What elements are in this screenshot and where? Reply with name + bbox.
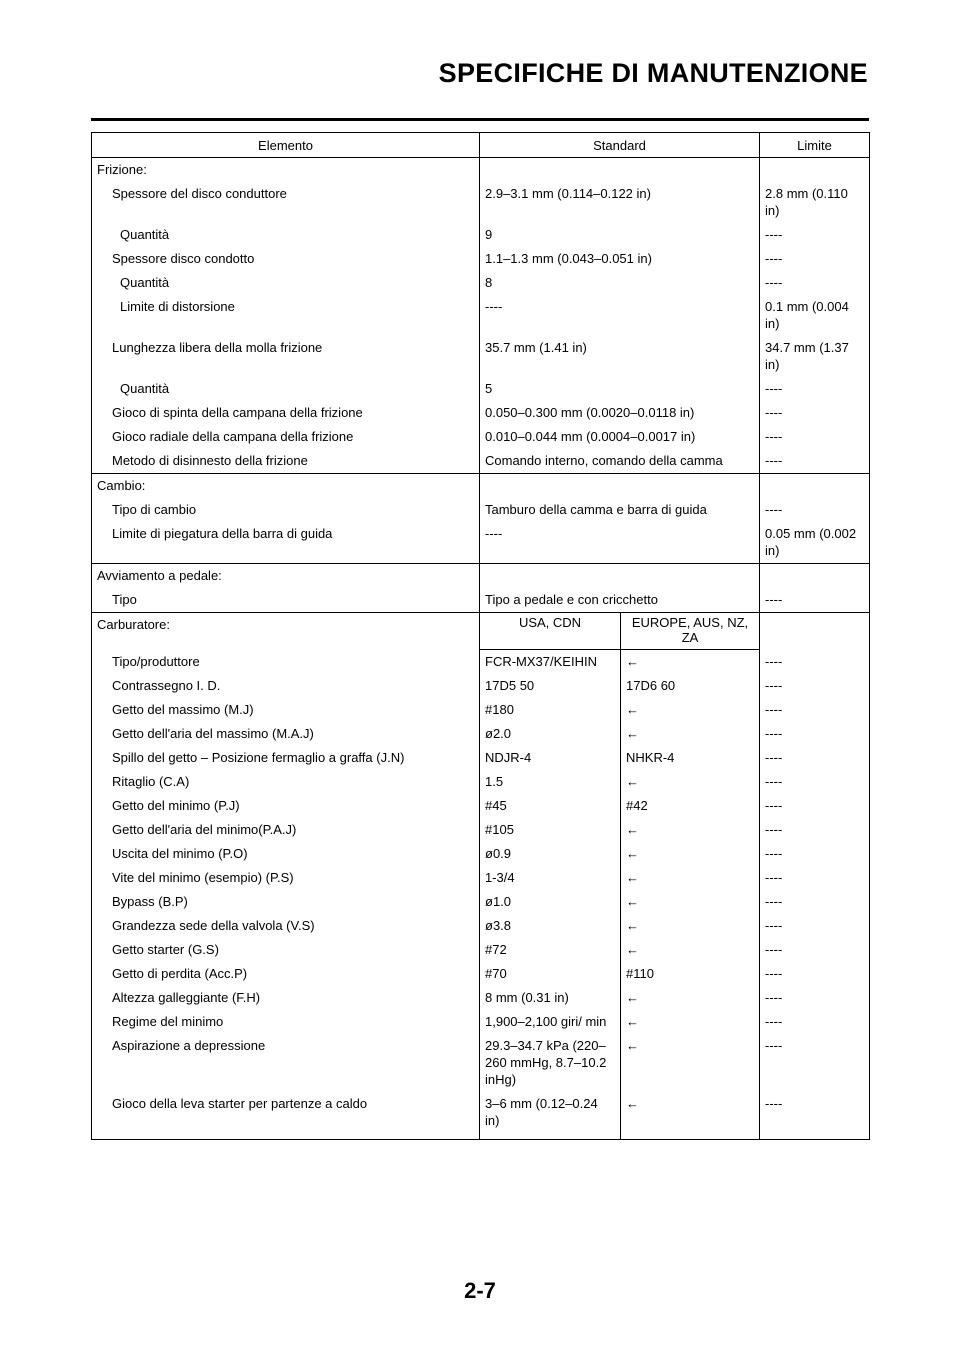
table-row bbox=[92, 271, 870, 295]
row-standard-europe: ← bbox=[621, 722, 760, 746]
row-standard: 2.9–3.1 mm (0.114–0.122 in) bbox=[480, 182, 760, 223]
clutch-heading: Frizione: bbox=[92, 158, 480, 183]
row-limit: 34.7 mm (1.37 in) bbox=[760, 336, 870, 377]
table-row bbox=[92, 962, 870, 986]
row-limit: ---- bbox=[760, 425, 870, 449]
row-standard-europe: ← bbox=[621, 770, 760, 794]
row-standard: 0.050–0.300 mm (0.0020–0.0118 in) bbox=[480, 401, 760, 425]
row-standard-usa: 3–6 mm (0.12–0.24 in) bbox=[480, 1092, 621, 1140]
row-limit: ---- bbox=[760, 377, 870, 401]
row-label: Tipo bbox=[92, 588, 480, 613]
row-label: Spessore disco condotto bbox=[92, 247, 480, 271]
row-limit: ---- bbox=[760, 914, 870, 938]
row-limit: ---- bbox=[760, 938, 870, 962]
row-label: Limite di piegatura della barra di guida bbox=[92, 522, 480, 564]
empty-cell bbox=[760, 474, 870, 499]
row-standard-usa: 1-3/4 bbox=[480, 866, 621, 890]
header-rule bbox=[91, 118, 869, 121]
empty-cell bbox=[480, 564, 760, 589]
table-row bbox=[92, 914, 870, 938]
row-label: Uscita del minimo (P.O) bbox=[92, 842, 480, 866]
row-standard-usa: #105 bbox=[480, 818, 621, 842]
row-standard: Tipo a pedale e con cricchetto bbox=[480, 588, 760, 613]
row-limit: 2.8 mm (0.110 in) bbox=[760, 182, 870, 223]
row-label: Getto dell'aria del minimo(P.A.J) bbox=[92, 818, 480, 842]
row-label: Metodo di disinnesto della frizione bbox=[92, 449, 480, 474]
col-header-standard: Standard bbox=[480, 133, 760, 158]
row-standard-europe: ← bbox=[621, 650, 760, 675]
row-label: Limite di distorsione bbox=[92, 295, 480, 336]
subheader-usa: USA, CDN bbox=[480, 613, 621, 650]
row-label: Quantità bbox=[92, 377, 480, 401]
table-row bbox=[92, 247, 870, 271]
row-standard-usa: FCR-MX37/KEIHIN bbox=[480, 650, 621, 675]
table-row bbox=[92, 1010, 870, 1034]
row-label: Gioco della leva starter per partenze a caldo bbox=[92, 1092, 480, 1140]
row-label: Quantità bbox=[92, 271, 480, 295]
transmission-heading-row bbox=[92, 474, 870, 499]
row-limit: ---- bbox=[760, 890, 870, 914]
row-limit: ---- bbox=[760, 986, 870, 1010]
row-standard-usa: ø2.0 bbox=[480, 722, 621, 746]
table-row bbox=[92, 377, 870, 401]
row-limit: ---- bbox=[760, 223, 870, 247]
row-standard: 9 bbox=[480, 223, 760, 247]
table-row bbox=[92, 182, 870, 223]
page-title: SPECIFICHE DI MANUTENZIONE bbox=[438, 58, 868, 88]
row-limit: ---- bbox=[760, 449, 870, 474]
row-label: Getto starter (G.S) bbox=[92, 938, 480, 962]
row-standard-usa: ø1.0 bbox=[480, 890, 621, 914]
table-row bbox=[92, 336, 870, 377]
row-standard-europe: ← bbox=[621, 842, 760, 866]
row-limit: ---- bbox=[760, 588, 870, 613]
row-standard-usa: 17D5 50 bbox=[480, 674, 621, 698]
row-standard-europe: ← bbox=[621, 818, 760, 842]
row-label: Altezza galleggiante (F.H) bbox=[92, 986, 480, 1010]
row-label: Tipo di cambio bbox=[92, 498, 480, 522]
table-row bbox=[92, 746, 870, 770]
row-limit: ---- bbox=[760, 1010, 870, 1034]
row-standard-europe: ← bbox=[621, 1034, 760, 1092]
row-standard-usa: #72 bbox=[480, 938, 621, 962]
row-standard-europe: ← bbox=[621, 866, 760, 890]
table-row bbox=[92, 698, 870, 722]
row-standard-usa: NDJR-4 bbox=[480, 746, 621, 770]
page-number: 2-7 bbox=[464, 1278, 496, 1303]
row-standard-usa: ø0.9 bbox=[480, 842, 621, 866]
clutch-heading-row bbox=[92, 158, 870, 183]
row-standard-usa: 1.5 bbox=[480, 770, 621, 794]
table-row bbox=[92, 986, 870, 1010]
row-limit: ---- bbox=[760, 498, 870, 522]
row-label: Getto del massimo (M.J) bbox=[92, 698, 480, 722]
header-row bbox=[92, 133, 870, 158]
row-standard-europe: 17D6 60 bbox=[621, 674, 760, 698]
carburetor-heading: Carburatore: bbox=[92, 613, 480, 650]
row-label: Spillo del getto – Posizione fermaglio a graffa (J.N) bbox=[92, 746, 480, 770]
empty-cell bbox=[760, 564, 870, 589]
row-label: Regime del minimo bbox=[92, 1010, 480, 1034]
row-label: Getto dell'aria del massimo (M.A.J) bbox=[92, 722, 480, 746]
row-limit: ---- bbox=[760, 1034, 870, 1092]
row-limit: ---- bbox=[760, 674, 870, 698]
table-row bbox=[92, 588, 870, 613]
empty-cell bbox=[480, 158, 760, 183]
table-row bbox=[92, 674, 870, 698]
row-standard-europe: #42 bbox=[621, 794, 760, 818]
table-row bbox=[92, 401, 870, 425]
row-label: Quantità bbox=[92, 223, 480, 247]
row-standard: Tamburo della camma e barra di guida bbox=[480, 498, 760, 522]
row-standard: 1.1–1.3 mm (0.043–0.051 in) bbox=[480, 247, 760, 271]
row-standard: 8 bbox=[480, 271, 760, 295]
row-standard-europe: ← bbox=[621, 1092, 760, 1140]
row-standard-europe: ← bbox=[621, 890, 760, 914]
row-standard: 5 bbox=[480, 377, 760, 401]
row-standard-europe: ← bbox=[621, 914, 760, 938]
table-row bbox=[92, 1034, 870, 1092]
row-limit: ---- bbox=[760, 770, 870, 794]
row-limit: ---- bbox=[760, 962, 870, 986]
row-label: Gioco di spinta della campana della frizione bbox=[92, 401, 480, 425]
row-standard-europe: #110 bbox=[621, 962, 760, 986]
table-row bbox=[92, 938, 870, 962]
row-label: Vite del minimo (esempio) (P.S) bbox=[92, 866, 480, 890]
col-header-limit: Limite bbox=[760, 133, 870, 158]
row-standard-usa: #70 bbox=[480, 962, 621, 986]
row-standard: ---- bbox=[480, 295, 760, 336]
row-standard: 35.7 mm (1.41 in) bbox=[480, 336, 760, 377]
row-label: Spessore del disco conduttore bbox=[92, 182, 480, 223]
row-limit: ---- bbox=[760, 722, 870, 746]
subheader-europe: EUROPE, AUS, NZ, ZA bbox=[621, 613, 760, 650]
row-limit: ---- bbox=[760, 818, 870, 842]
table-row bbox=[92, 1092, 870, 1140]
row-limit: ---- bbox=[760, 650, 870, 675]
row-label: Tipo/produttore bbox=[92, 650, 480, 675]
col-header-element: Elemento bbox=[92, 133, 480, 158]
row-label: Grandezza sede della valvola (V.S) bbox=[92, 914, 480, 938]
row-limit: 0.1 mm (0.004 in) bbox=[760, 295, 870, 336]
row-standard: Comando interno, comando della camma bbox=[480, 449, 760, 474]
row-standard-europe: ← bbox=[621, 698, 760, 722]
table-row bbox=[92, 866, 870, 890]
row-limit: ---- bbox=[760, 746, 870, 770]
row-standard-usa: 29.3–34.7 kPa (220–260 mmHg, 8.7–10.2 inHg) bbox=[480, 1034, 621, 1092]
row-standard: ---- bbox=[480, 522, 760, 564]
empty-cell bbox=[480, 474, 760, 499]
table-row bbox=[92, 818, 870, 842]
table-row bbox=[92, 295, 870, 336]
row-limit: ---- bbox=[760, 247, 870, 271]
row-limit: ---- bbox=[760, 271, 870, 295]
table-row bbox=[92, 794, 870, 818]
row-standard-usa: 8 mm (0.31 in) bbox=[480, 986, 621, 1010]
row-label: Contrassegno I. D. bbox=[92, 674, 480, 698]
table-row bbox=[92, 449, 870, 474]
row-limit: ---- bbox=[760, 866, 870, 890]
row-label: Gioco radiale della campana della frizione bbox=[92, 425, 480, 449]
transmission-heading: Cambio: bbox=[92, 474, 480, 499]
row-standard-europe: ← bbox=[621, 986, 760, 1010]
row-limit: 0.05 mm (0.002 in) bbox=[760, 522, 870, 564]
table-row bbox=[92, 498, 870, 522]
table-row bbox=[92, 522, 870, 564]
row-limit: ---- bbox=[760, 401, 870, 425]
carburetor-heading-row bbox=[92, 613, 870, 650]
table-row bbox=[92, 223, 870, 247]
row-label: Getto di perdita (Acc.P) bbox=[92, 962, 480, 986]
row-limit: ---- bbox=[760, 794, 870, 818]
row-standard-usa: ø3.8 bbox=[480, 914, 621, 938]
row-label: Ritaglio (C.A) bbox=[92, 770, 480, 794]
row-standard-europe: NHKR-4 bbox=[621, 746, 760, 770]
table-row bbox=[92, 770, 870, 794]
table-row bbox=[92, 722, 870, 746]
row-standard: 0.010–0.044 mm (0.0004–0.0017 in) bbox=[480, 425, 760, 449]
row-label: Bypass (B.P) bbox=[92, 890, 480, 914]
table-row bbox=[92, 842, 870, 866]
row-label: Lunghezza libera della molla frizione bbox=[92, 336, 480, 377]
row-limit: ---- bbox=[760, 698, 870, 722]
row-limit: ---- bbox=[760, 1092, 870, 1140]
empty-cell bbox=[760, 158, 870, 183]
table-row bbox=[92, 425, 870, 449]
row-label: Getto del minimo (P.J) bbox=[92, 794, 480, 818]
kickstarter-heading-row bbox=[92, 564, 870, 589]
empty-cell bbox=[760, 613, 870, 650]
row-standard-europe: ← bbox=[621, 938, 760, 962]
row-limit: ---- bbox=[760, 842, 870, 866]
row-standard-usa: 1,900–2,100 giri/ min bbox=[480, 1010, 621, 1034]
table-row bbox=[92, 890, 870, 914]
row-standard-europe: ← bbox=[621, 1010, 760, 1034]
spec-table bbox=[91, 132, 870, 1140]
table-row bbox=[92, 650, 870, 675]
kickstarter-heading: Avviamento a pedale: bbox=[92, 564, 480, 589]
row-standard-usa: #45 bbox=[480, 794, 621, 818]
row-label: Aspirazione a depressione bbox=[92, 1034, 480, 1092]
row-standard-usa: #180 bbox=[480, 698, 621, 722]
